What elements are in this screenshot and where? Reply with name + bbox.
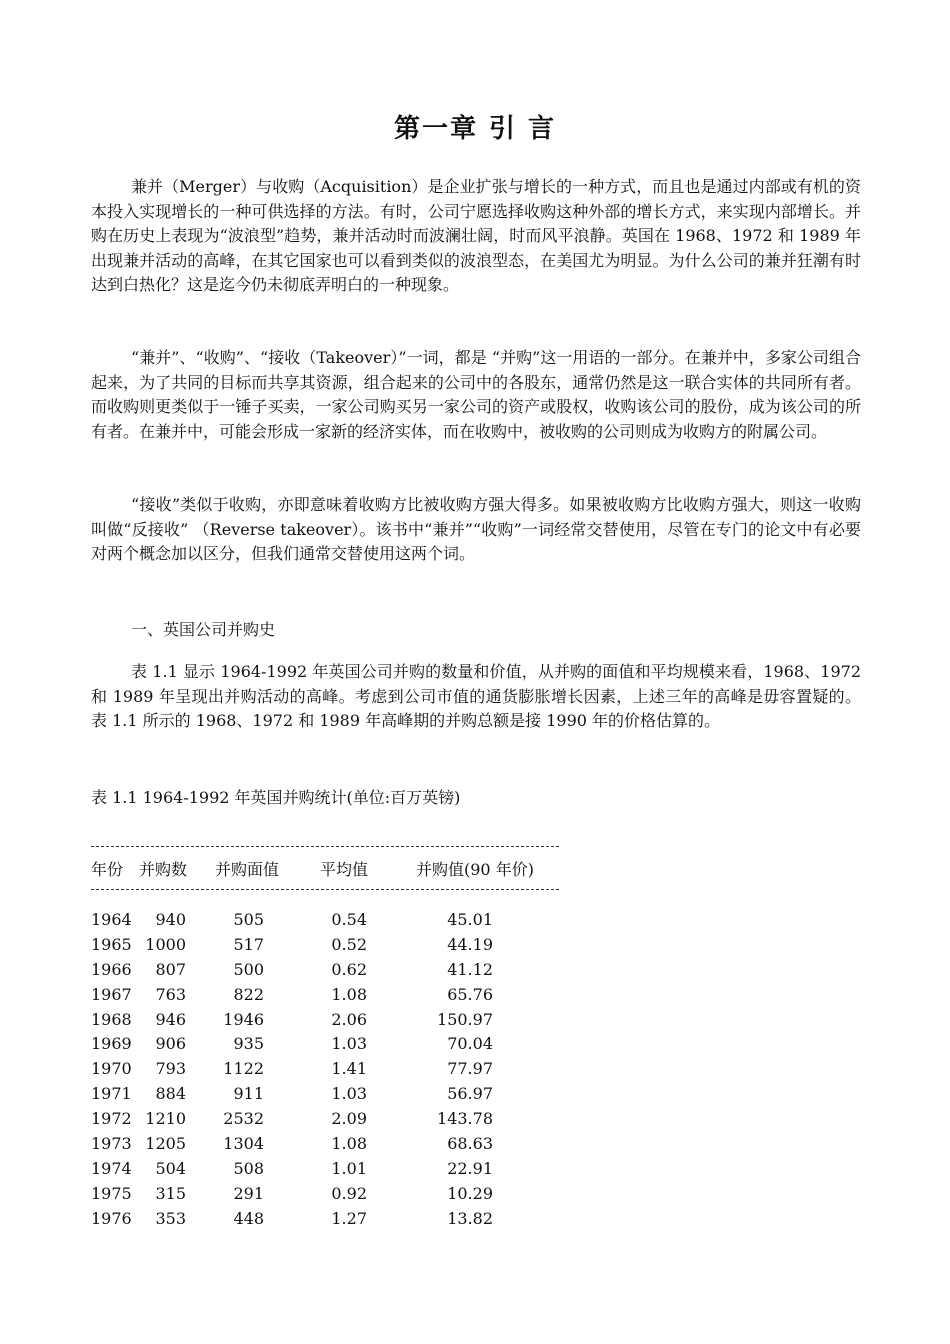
cell-average: 1.27 [331, 1208, 367, 1228]
cell-value-1990: 68.63 [447, 1133, 493, 1153]
table-row [91, 1007, 493, 1032]
cell-average: 0.54 [331, 909, 367, 929]
cell-year: 1974 [91, 1158, 132, 1178]
cell-year: 1976 [91, 1208, 132, 1228]
cell-value-1990: 45.01 [447, 909, 493, 929]
cell-average: 1.08 [331, 984, 367, 1004]
table-row [91, 1206, 493, 1231]
cell-face-value: 500 [233, 959, 264, 979]
cell-face-value: 911 [233, 1084, 264, 1104]
cell-count: 763 [155, 984, 186, 1004]
cell-count: 906 [155, 1034, 186, 1054]
cell-count: 884 [155, 1084, 186, 1104]
cell-average: 2.06 [331, 1009, 367, 1029]
table-row [91, 932, 493, 957]
cell-count: 1210 [145, 1109, 186, 1129]
cell-value-1990: 41.12 [447, 959, 493, 979]
table-row [91, 957, 493, 982]
merger-statistics-table [91, 907, 493, 1231]
cell-value-1990: 13.82 [447, 1208, 493, 1228]
table-row [91, 1106, 493, 1131]
cell-average: 0.62 [331, 959, 367, 979]
cell-average: 2.09 [331, 1109, 367, 1129]
cell-count: 807 [155, 959, 186, 979]
cell-count: 504 [155, 1158, 186, 1178]
section-heading: 一、英国公司并购史 [131, 620, 276, 639]
cell-count: 1205 [145, 1133, 186, 1153]
table-header-rule [91, 889, 559, 890]
cell-count: 940 [155, 909, 186, 929]
paragraph-definitions: “兼并”、“收购”、“接收（Takeover）”一词，都是 “并购”这一用语的一部分。在兼并中，多家公司组合起来，为了共同的目标而共享其资源，组合起来的公司中的各股东，通常仍然是这一联合实体的共同所有者。而收购则更类似于一锤子买卖，一家公司购买另一家公司的资产或股权，收购该公司的股份，成为该公司的所有者。在兼并中，可能会形成一家新的经济实体，而在收购中，被收购的公司则成为收购方的附属公司。 [91, 348, 861, 441]
cell-face-value: 935 [233, 1034, 264, 1054]
cell-average: 1.03 [331, 1034, 367, 1054]
cell-face-value: 448 [233, 1208, 264, 1228]
paragraph-intro: 兼并（Merger）与收购（Acquisition）是企业扩张与增长的一种方式，而且也是通过内部或有机的资本投入实现增长的一种可供选择的方法。有时，公司宁愿选择收购这种外部的增长方式，来实现内部增长。并购在历史上表现为“波浪型”趋势，兼并活动时而波澜壮阔，时而风平浪静。英国在 1968、1972 和 1989 年出现兼并活动的高峰，在其它国家也可以看到类似的波浪型态，在美国尤为明显。为什么公司的兼并狂潮有时达到白热化？这是迄今仍未彻底弄明白的一种现象。 [91, 177, 861, 295]
cell-year: 1966 [91, 959, 132, 979]
cell-value-1990: 56.97 [447, 1084, 493, 1104]
cell-average: 0.52 [331, 934, 367, 954]
table-row [91, 1081, 493, 1106]
paragraph-takeover: “接收”类似于收购，亦即意味着收购方比被收购方强大得多。如果被收购方比收购方强大，则这一收购叫做“反接收” （Reverse takeover）。该书中“兼并”“收购”一词经常交替使用，尽管在专门的论文中有必要对两个概念加以区分，但我们通常交替使用这两个词。 [91, 495, 861, 564]
paragraph-table-intro: 表 1.1 显示 1964-1992 年英国公司并购的数量和价值，从并购的面值和平均规模来看，1968、1972 和 1989 年呈现出并购活动的高峰。考虑到公司市值的通货膨胀增长因素，上述三年的高峰是毋容置疑的。表 1.1 所示的 1968、1972 和 1989 年高峰期的并购总额是接 1990 年的价格估算的。 [91, 662, 861, 731]
table-top-rule [91, 846, 559, 847]
cell-year: 1964 [91, 909, 132, 929]
cell-face-value: 505 [233, 909, 264, 929]
header-average: 平均值 [320, 860, 369, 879]
cell-value-1990: 10.29 [447, 1183, 493, 1203]
cell-face-value: 2532 [223, 1109, 264, 1129]
cell-count: 793 [155, 1059, 186, 1079]
cell-count: 353 [155, 1208, 186, 1228]
cell-face-value: 1304 [223, 1133, 264, 1153]
table-row [91, 1131, 493, 1156]
cell-year: 1969 [91, 1034, 132, 1054]
header-count: 并购数 [139, 860, 188, 879]
cell-value-1990: 65.76 [447, 984, 493, 1004]
cell-face-value: 517 [233, 934, 264, 954]
cell-value-1990: 143.78 [437, 1109, 493, 1129]
cell-year: 1975 [91, 1183, 132, 1203]
cell-average: 0.92 [331, 1183, 367, 1203]
cell-year: 1967 [91, 984, 132, 1004]
table-row [91, 907, 493, 932]
cell-face-value: 291 [233, 1183, 264, 1203]
cell-count: 315 [155, 1183, 186, 1203]
table-row [91, 1056, 493, 1081]
cell-face-value: 1946 [223, 1009, 264, 1029]
header-year: 年份 [91, 860, 124, 879]
cell-count: 1000 [145, 934, 186, 954]
header-value-1990: 并购值(90 年价) [416, 860, 534, 879]
cell-count: 946 [155, 1009, 186, 1029]
cell-year: 1970 [91, 1059, 132, 1079]
cell-value-1990: 44.19 [447, 934, 493, 954]
cell-face-value: 1122 [223, 1059, 264, 1079]
cell-year: 1973 [91, 1133, 132, 1153]
table-row [91, 1156, 493, 1181]
cell-average: 1.03 [331, 1084, 367, 1104]
cell-average: 1.01 [331, 1158, 367, 1178]
table-caption: 表 1.1 1964-1992 年英国并购统计(单位:百万英镑) [91, 788, 461, 807]
table-row [91, 982, 493, 1007]
cell-average: 1.41 [331, 1059, 367, 1079]
cell-year: 1968 [91, 1009, 132, 1029]
chapter-title: 第一章 引 言 [393, 114, 557, 144]
table-row [91, 1031, 493, 1056]
cell-value-1990: 77.97 [447, 1059, 493, 1079]
cell-face-value: 822 [233, 984, 264, 1004]
cell-year: 1971 [91, 1084, 132, 1104]
header-face-value: 并购面值 [215, 860, 280, 879]
cell-average: 1.08 [331, 1133, 367, 1153]
cell-value-1990: 22.91 [447, 1158, 493, 1178]
cell-value-1990: 150.97 [437, 1009, 493, 1029]
cell-year: 1972 [91, 1109, 132, 1129]
cell-year: 1965 [91, 934, 132, 954]
table-row [91, 1181, 493, 1206]
cell-value-1990: 70.04 [447, 1034, 493, 1054]
cell-face-value: 508 [233, 1158, 264, 1178]
